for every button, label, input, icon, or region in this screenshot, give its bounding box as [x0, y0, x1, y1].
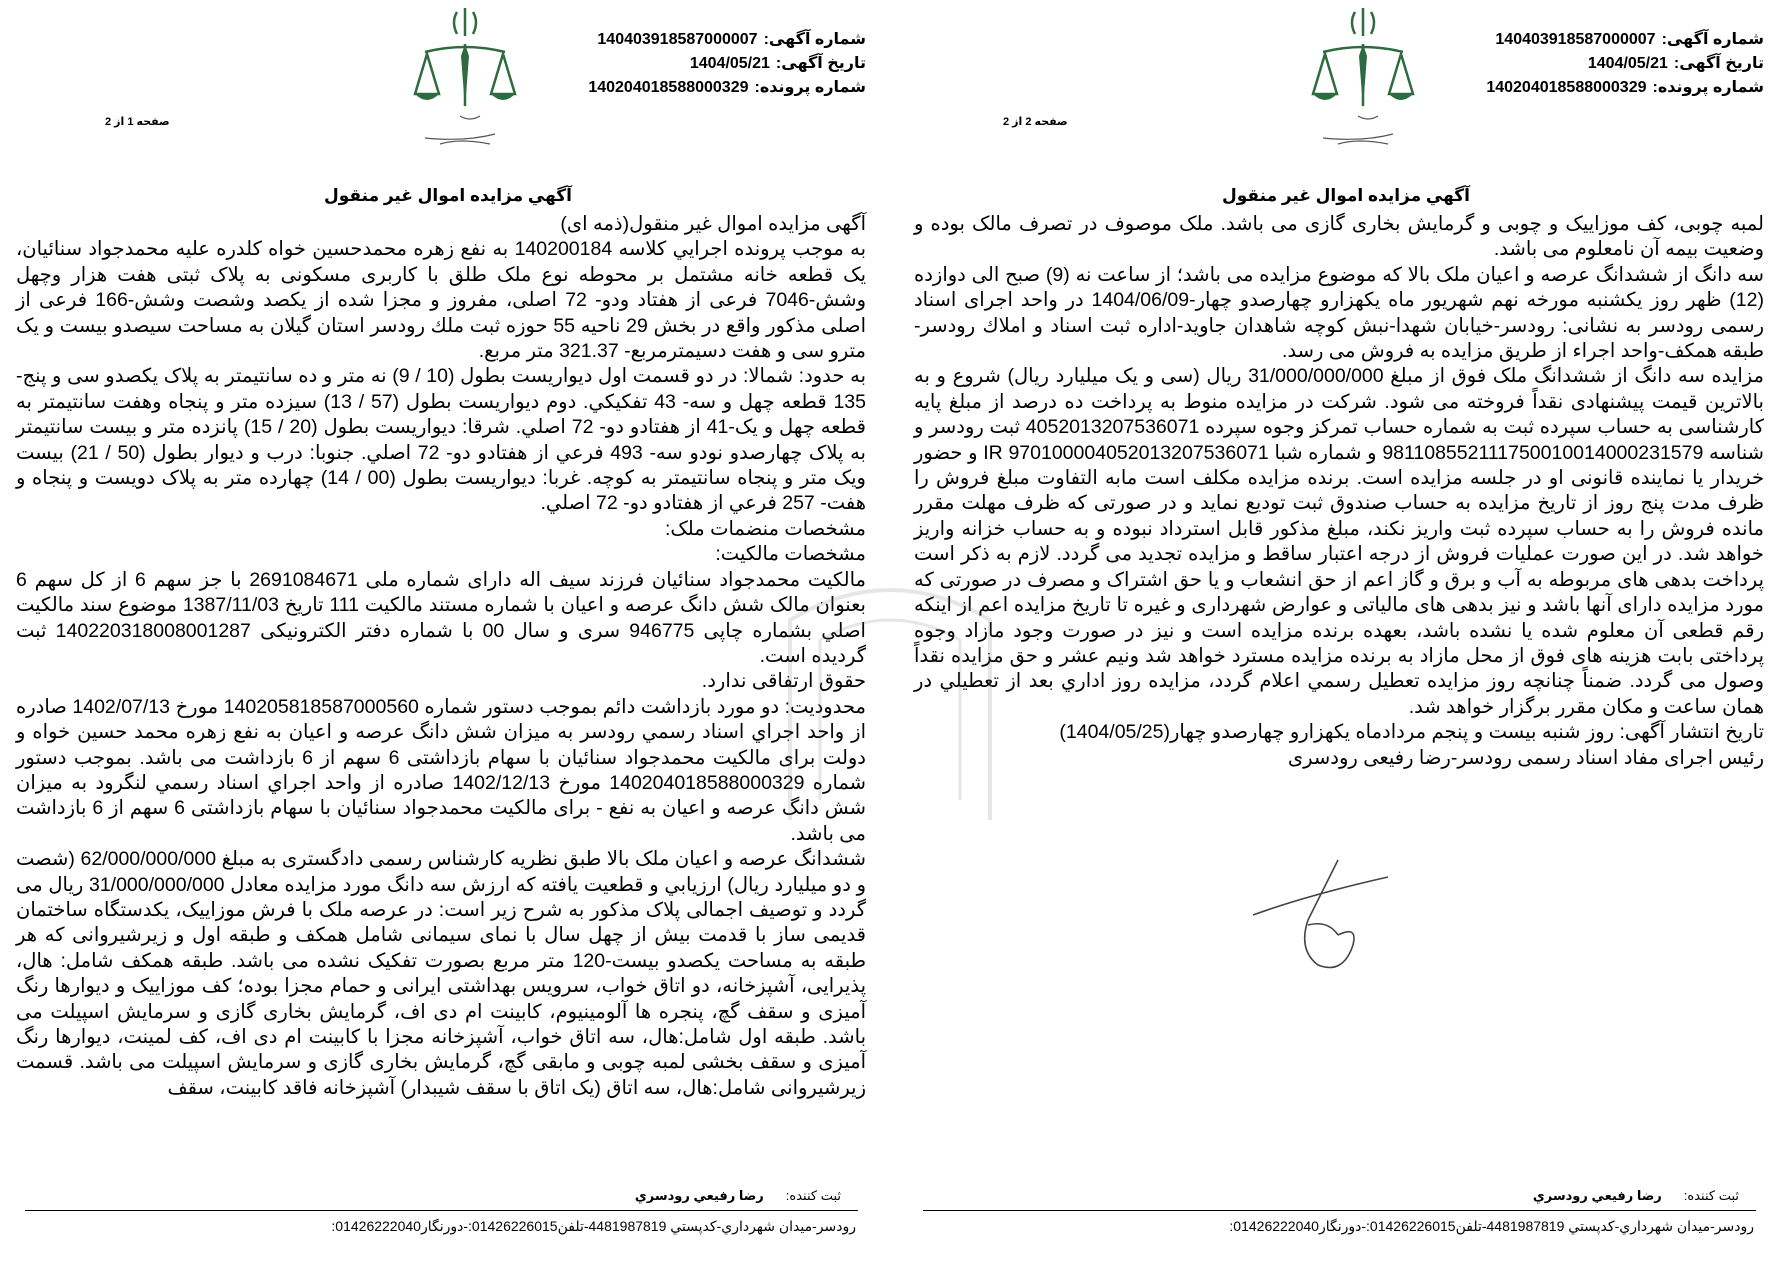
- page-title: آگهي مزايده اموال غير منقول: [323, 186, 573, 205]
- page-indicator: صفحه 1 از 2: [105, 116, 170, 128]
- paragraph: به موجب پرونده اجرايي كلاسه 140200184 به نفع زهره محمدحسین خواه کلدره علیه محمدجواد سنائیان، یک قطعه خانه مشتمل بر محوطه نوع ملک طلق با کاربری مسکونی به پلاک ثبتی هفت هزار وچهل وشش-7046 فرعی از هفتاد ودو- 72 اصلی، مفروز و مجزا شده از یکصد وشصت وشش-166 فرعی از اصلی مذکور واقع در بخش 29 ناحیه 55 حوزه ثبت ملك رودسر استان گیلان به مساحت سیصدو بیست و یک مترو سی و هفت دسیمترمربع- 321.37 متر مربع.: [16, 238, 866, 363]
- ad-number: 140403918587000007: [597, 31, 758, 48]
- ad-date: 1404/05/21: [1587, 55, 1668, 72]
- watermark-logo-icon: [760, 560, 1020, 840]
- paragraph: سه دانگ از ششدانگ عرصه و اعیان ملک بالا که موضوع مزایده می باشد؛ از ساعت نه (9) صبح الی دوازده (12) ظهر روز یکشنبه مورخه نهم شهریور ماه یکهزارو چهارصدو چهار-1404/06/09 در واحد اجرای اسناد رسمی رودسر به نشانی: رودسر-خیابان شهدا-نبش کوچه شاهدان جاوید-اداره ثبت اسناد و املاك رودسر-طبقه همکف-واحد اجراء از طریق مزایده به فروش می رسد.: [914, 263, 1764, 363]
- ad-number-label: شماره آگهی:: [1661, 31, 1764, 48]
- judiciary-emblem-icon: [1293, 4, 1433, 154]
- paragraph: حقوق ارتفاقی ندارد.: [701, 670, 866, 693]
- paragraph: مالکیت محمدجواد سنائیان فرزند سیف اله دارای شماره ملی 2691084671 با جز سهم 6 از کل سهم 6 بعنوان مالک شش دانگ عرصه و اعیان با شماره مستند مالکیت 111 تاریخ 1387/11/03 موضوع سند مالكيت اصلي بشماره چاپی 946775 سری و سال 00 با شماره دفتر الکترونیکی 140220318008001287 ثبت گردیده است.: [16, 568, 866, 667]
- document-page-2: [898, 0, 1792, 1273]
- ad-date-label: تاریخ آگهی:: [1673, 55, 1764, 72]
- paragraph: مشخصات منضمات ملک:: [664, 517, 866, 540]
- ad-number: 140403918587000007: [1495, 31, 1656, 48]
- ad-meta: [1486, 28, 1764, 100]
- paragraph: مزایده سه دانگ از ششدانگ ملک فوق از مبلغ 31/000/000/000 ریال (سی و یک میلیارد ریال) شروع و به بالاترین قیمت پیشنهادی نقداً فروخته می شود. شرکت در مزایده منوط به پرداخت ده درصد از مبلغ پایه کارشناسی به حساب سپرده ثبت به شماره حساب تمرکز وجوه سپرده 4052013207536071 ثبت رودسر و شناسه 981108552111750010014000231579 و شماره شبا IR 970100004052013207536071 و حضور خریدار یا نماینده قانونی او در جلسه مزایده است. برنده مزایده مکلف است مابه التفاوت مبلغ فروش را ظرف مدت پنج روز از تاریخ مزایده به حساب صندوق ثبت تودیع نماید و در صورتی که ظرف مهلت مقرر مانده فروش را به حساب سپرده ثبت واریز نکند، مبلغ مذکور قابل استرداد نبوده و به حساب خزانه واریز خواهد شد. در این صورت عملیات فروش از درجه اعتبار ساقط و مزایده تجدید می گردد. لازم به ذکر است پرداخت بدهی های مربوطه به آب و برق و گاز اعم از حق انشعاب و یا حق اشتراک و مصرف در صورتی که مورد مزایده دارای آنها باشد و نیز بدهی های مالیاتی و عوارض شهرداری و غیره تا تاریخ مزایده اعم از اینکه رقم قطعی آن معلوم شده یا نشده باشد، بعهده برنده مزایده است و نیز در صورت وجود مازاد وجوه پرداختی بابت هزینه های فوق از محل مازاد به برنده مزایده مسترد خواهد شد ونیم عشر و حق مزایده نقداً وصول می گردد. ضمناً چنانچه روز مزایده تعطیل رسمي اعلام گردد، مزایده روز اداري بعد از تعطیلي در همان ساعت و مکان مقرر برگزار خواهد شد.: [914, 365, 1764, 718]
- paragraph: تاریخ انتشار آگهی: روز شنبه بیست و پنجم مردادماه یکهزارو چهارصدو چهار(1404/05/25): [1059, 721, 1764, 744]
- registrar: [635, 1188, 841, 1204]
- paragraph: رئیس اجرای مفاد اسناد رسمی رودسر-رضا رفیعی رودسری: [1287, 746, 1764, 769]
- paragraph: لمبه چوبی، کف موزاییک و چوبی و گرمایش بخاری گازی می باشد. ملک موصوف در تصرف مالک بوده و وضعیت بیمه آن نامعلوم می باشد.: [914, 213, 1764, 261]
- registrar-label: ثبت کننده:: [785, 1188, 841, 1203]
- page-indicator: صفحه 2 از 2: [1003, 116, 1068, 128]
- case-number: 140204018588000329: [1486, 79, 1647, 96]
- paragraph: ششدانگ عرصه و اعیان ملک بالا طبق نظریه کارشناس رسمی دادگستری به مبلغ 62/000/000/000 (شصت و دو میلیارد ریال) ارزيابي و قطعیت یافته که ارزش سه دانگ مورد مزایده معادل 31/000/000/000 ریال می گردد و توصیف اجمالی پلاک مذکور به شرح زیر است: در عرصه ملک با فرش موزاییک، یکدستگاه ساختمان قدیمی ساز با قدمت بیش از چهل سال با نمای سیمانی شامل همکف و طبقه اول و زیرشیروانی که هر طبقه به مساحت یکصدو بیست-120 متر مربع بصورت تفکیک نشده می باشد. طبقه همکف شامل: هال، پذیرایی، آشپزخانه، دو اتاق خواب، سرویس بهداشتی ایرانی و حمام مجزا بوده؛ کف موزاییک و دیوارها رنگ آمیزی و سقف گچ، پنجره ها آلومینیوم، کابینت ام دی اف، گرمایش بخاری گازی و سرمایش اسپیلت می باشد. طبقه اول شامل:هال، سه اتاق خواب، آشپزخانه مجزا با کابینت ام دی اف، کف لمینت، دیوارها رنگ آمیزی و سقف بخشی لمبه چوبی و مابقی گچ، گرمایش بخاری گازی و سرمایش اسپیلت می باشد. قسمت زیرشیروانی شامل:هال، سه اتاق (یک اتاق با سقف شیبدار) آشپزخانه فاقد کابینت، سقف: [16, 848, 867, 1099]
- judiciary-emblem-icon: [395, 4, 535, 154]
- notice-body: [16, 212, 866, 1101]
- page-title: آگهي مزايده اموال غير منقول: [1221, 186, 1471, 205]
- paragraph: آگهی مزایده اموال غیر منقول(ذمه ای): [560, 213, 866, 235]
- ad-date-label: تاریخ آگهی:: [775, 55, 866, 72]
- ad-date: 1404/05/21: [689, 55, 770, 72]
- paragraph: به حدود: شمالا: در دو قسمت اول دیواریست بطول (10 / 9) نه متر و ده سانتیمتر به پلاک یکصدو سی و پنج- 135 قطعه چهل و سه- 43 تفكيكي. دوم دیواریست بطول (57 / 13) سیزده متر و پنجاه وهفت سانتیمتر به قطعه چهل و یک-41 از هفتادو دو- 72 اصلي. شرقا: دیواریست بطول (20 / 15) پانزده متر و بیست سانتیمتر به پلاک چهارصدو نودو سه- 493 فرعي از هفتادو دو- 72 اصلي. جنوبا: درب و دیوار بطول (50 / 21) بیست ویک متر و پنجاه سانتیمتر به کوچه. غربا: دیواریست بطول (00 / 14) چهارده متر به پلاک دویست و پنجاه و هفت- 257 فرعي از هفتادو دو- 72 اصلي.: [16, 365, 866, 515]
- registrar-label: ثبت کننده:: [1683, 1188, 1739, 1203]
- ad-meta: [588, 28, 866, 100]
- case-number-label: شماره پرونده:: [1652, 79, 1764, 96]
- footer-address: رودسر-ميدان شهرداري-كدپستي 4481987819-تلفن01426226015:-دورنگار01426222040:: [331, 1218, 856, 1234]
- registrar-name: رضا رفيعي رودسري: [634, 1188, 764, 1203]
- footer-address: رودسر-ميدان شهرداري-كدپستي 4481987819-تلفن01426226015:-دورنگار01426222040:: [1229, 1218, 1754, 1234]
- case-number-label: شماره پرونده:: [754, 79, 866, 96]
- paragraph: محدودیت: دو مورد بازداشت دائم بموجب دستور شماره 140205818587000560 مورخ 1402/07/13 صادره از واحد اجراي اسناد رسمي رودسر به میزان شش دانگ عرصه و اعیان به نفع زهره محمد حسین خواه و دولت برای مالکیت محمدجواد سنائیان با سهام بازداشتی 6 سهم از 6 بازداشت می باشد. بموجب دستور شماره 140204018588000329 مورخ 1402/12/13 صادره از واحد اجراي اسناد رسمي لنگرود به میزان شش دانگ عرصه و اعیان به نفع - برای مالکیت محمدجواد سنائیان با سهام بازداشتی 6 سهم از 6 بازداشت می باشد.: [16, 695, 867, 845]
- notice-body: [914, 212, 1764, 771]
- registrar-name: رضا رفيعي رودسري: [1532, 1188, 1662, 1203]
- paragraph: مشخصات مالکیت:: [715, 543, 866, 566]
- ad-number-label: شماره آگهی:: [763, 31, 866, 48]
- footer-divider: [25, 1210, 858, 1211]
- case-number: 140204018588000329: [588, 79, 749, 96]
- signature-icon: [1248, 855, 1398, 985]
- registrar: [1533, 1188, 1739, 1204]
- footer-divider: [923, 1210, 1756, 1211]
